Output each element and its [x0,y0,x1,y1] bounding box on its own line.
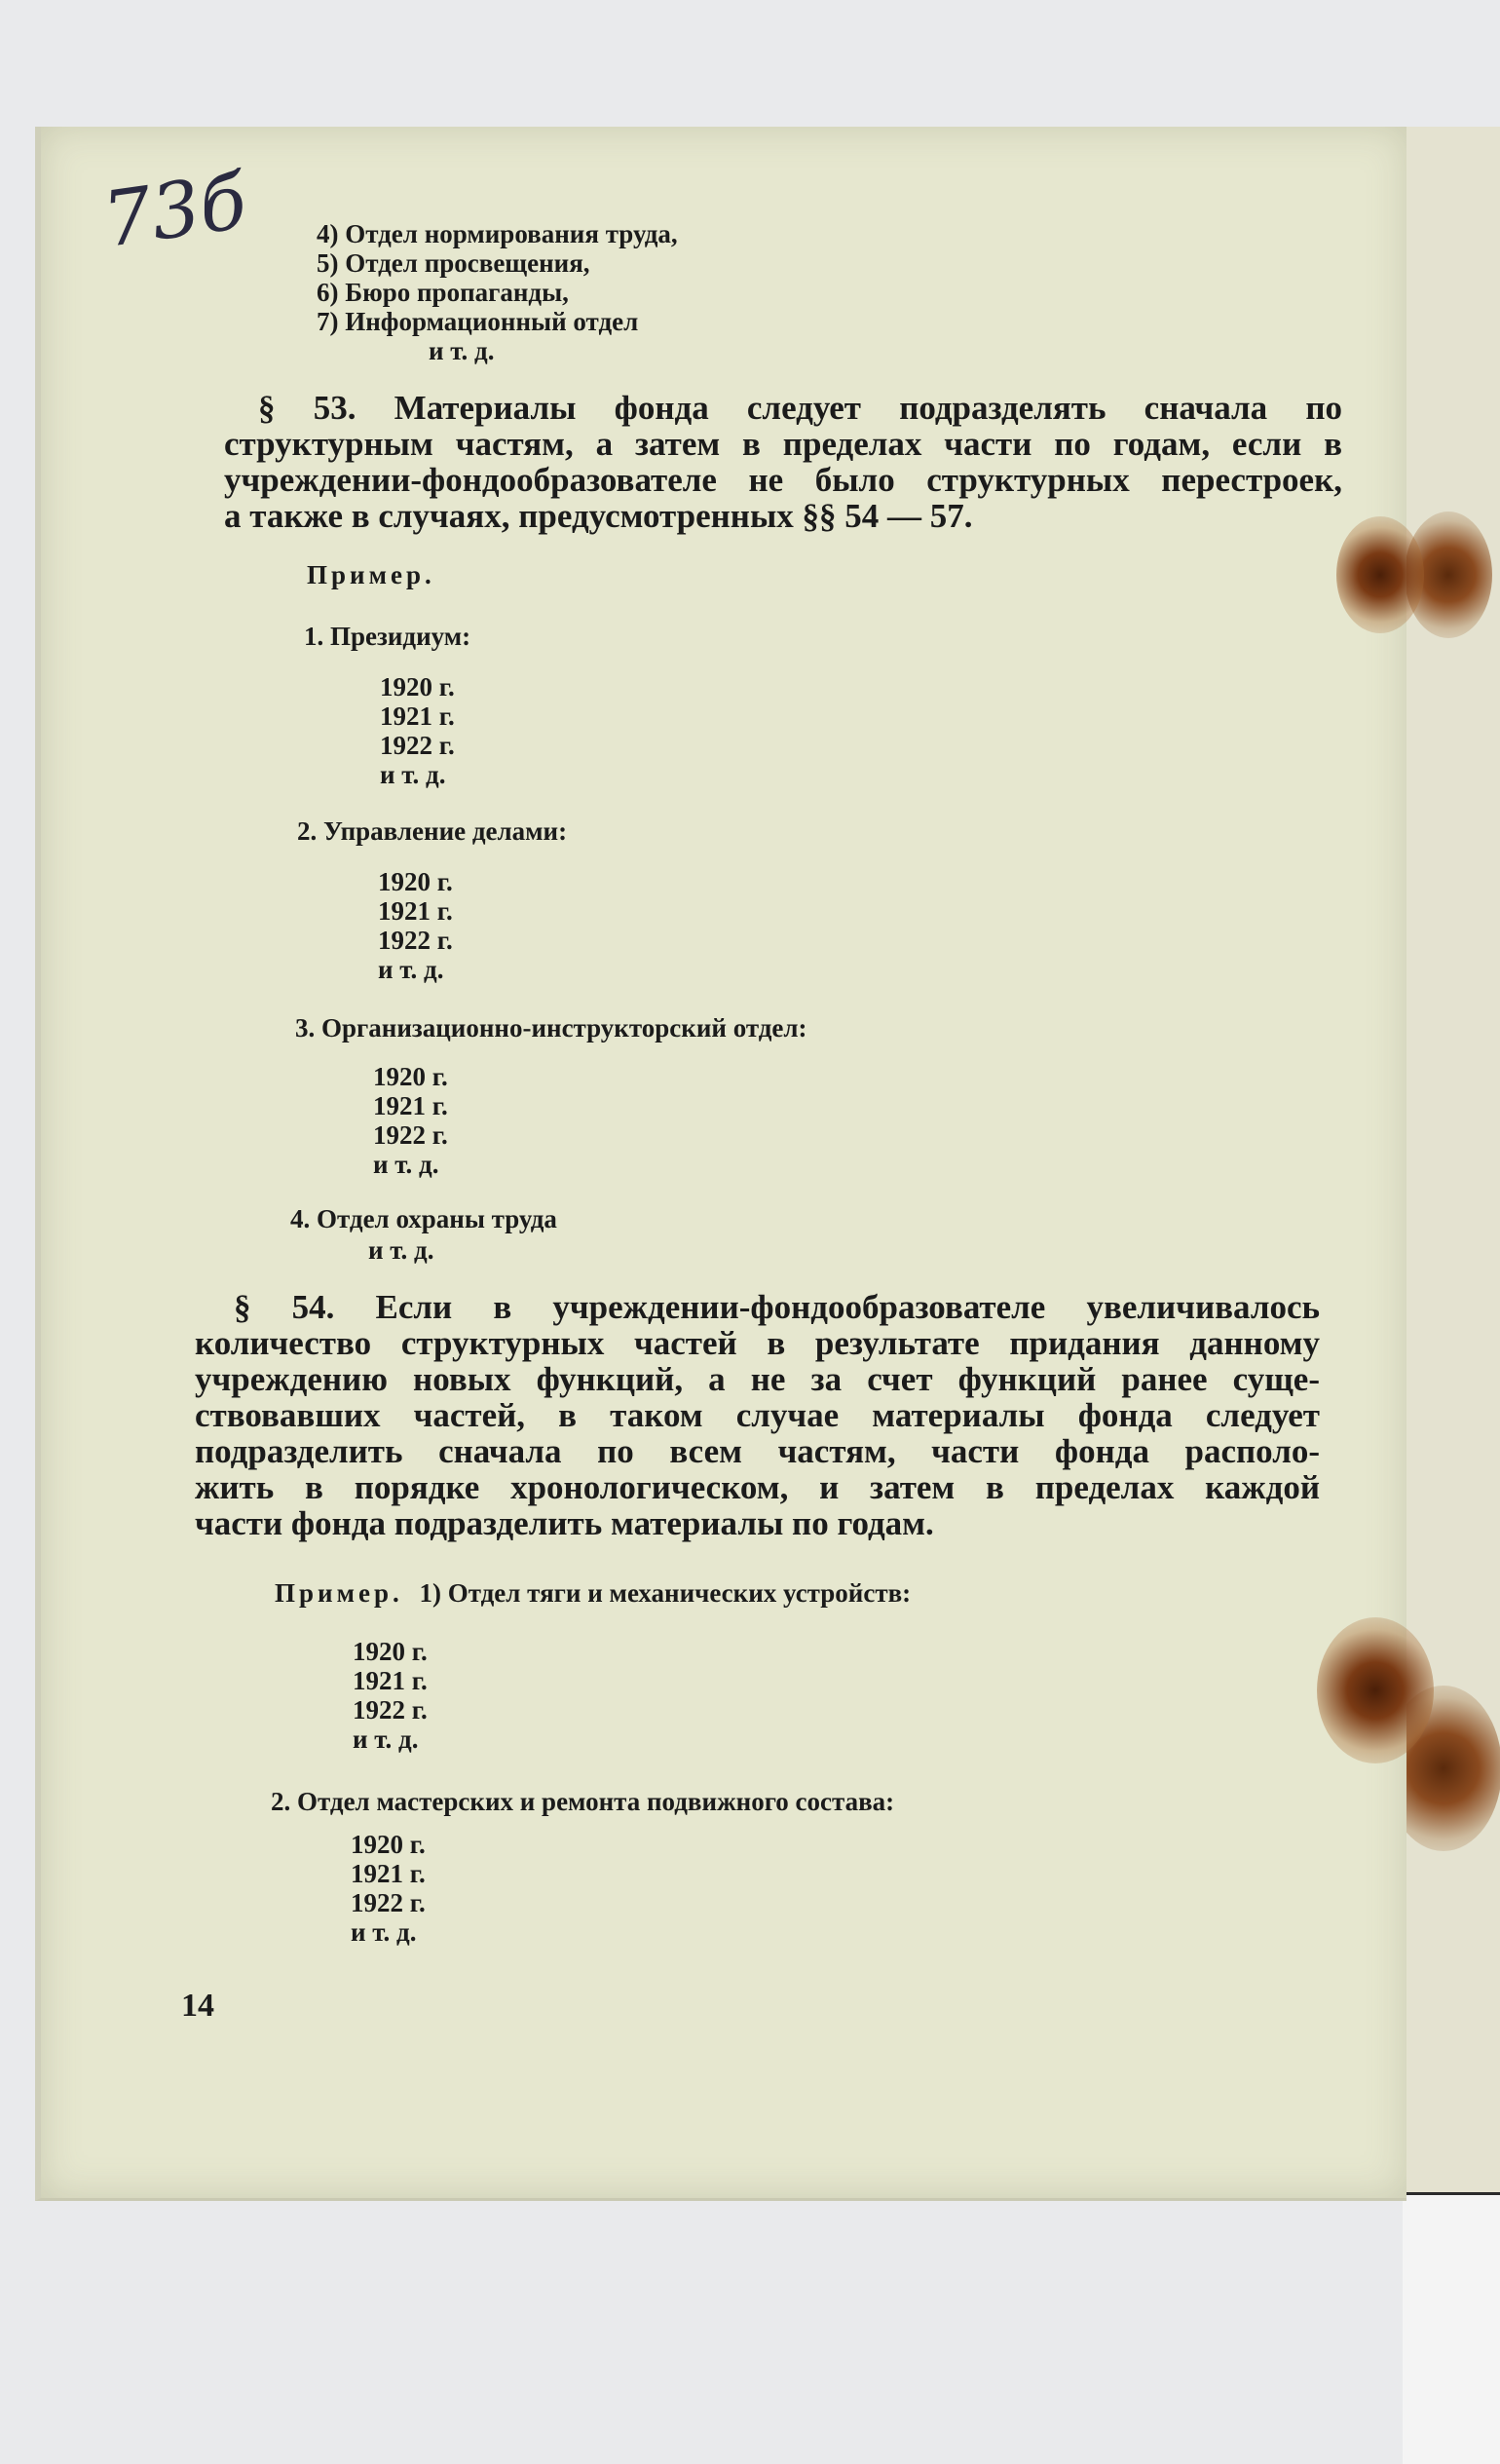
paragraph-line: количество структурных частей в результате придания данному [195,1324,1320,1362]
rust-stain [1317,1617,1434,1763]
paragraph-line: ствовавших частей, в таком случае материалы фонда следует [195,1396,1320,1434]
list-item: 4) Отдел нормирования труда, [317,219,678,248]
year-list [380,672,455,789]
paragraph-line: Материалы фонда следует подразделять сначала по [394,389,1343,427]
paragraph-line: Если в учреждении-фондообразователе увеличивалось [375,1288,1321,1326]
paragraph-line: учреждению новых функций, а не за счет функций ранее суще- [195,1360,1320,1398]
adjacent-page-edge [1403,127,1500,2461]
example-group-title: 2. Отдел мастерских и ремонта подвижного состава: [271,1787,895,1816]
paragraph-line: учреждении-фондообразователе не было структурных перестроек, [224,461,1342,499]
year-list [351,1830,426,1947]
paragraph-53 [224,390,1342,534]
year-list [373,1062,448,1179]
paragraph-line: структурным частям, а затем в пределах части по годам, если в [224,425,1342,463]
example-group-title [275,1578,911,1609]
year-item: 1920 г. [353,1637,428,1666]
year-item: 1922 г. [380,731,455,760]
paragraph-54 [195,1289,1320,1541]
year-item: и т. д. [378,955,444,984]
list-item: и т. д. [429,336,495,365]
year-item: 1921 г. [378,896,453,926]
background-strip [1403,2192,1500,2464]
section-number: § 53. [258,389,356,427]
example-label: Пример. [275,1578,403,1608]
section-number: § 54. [234,1288,335,1326]
top-list [317,219,678,365]
list-item: 7) Информационный отдел [317,307,639,336]
rust-stain [1336,516,1424,633]
year-item: и т. д. [368,1235,434,1265]
year-list [378,867,453,984]
year-item: 1922 г. [353,1695,428,1725]
year-item: 1922 г. [351,1888,426,1917]
year-item: 1920 г. [380,672,455,701]
paragraph-line: части фонда подразделить материалы по годам. [195,1504,934,1542]
list-item: 6) Бюро пропаганды, [317,278,569,307]
year-item: 1921 г. [353,1666,428,1695]
list-item: 5) Отдел просвещения, [317,248,590,278]
example-group-title: 4. Отдел охраны труда [290,1204,557,1233]
year-item: 1921 г. [351,1859,426,1888]
example-group-title-text: 1) Отдел тяги и механических устройств: [419,1578,912,1608]
year-item: 1921 г. [373,1091,448,1120]
paragraph-line: подразделить сначала по всем частям, части фонда располо- [195,1432,1320,1470]
year-item: 1920 г. [351,1830,426,1859]
year-item: и т. д. [380,760,446,789]
example-group-title: 1. Президиум: [304,622,471,651]
year-item: и т. д. [373,1150,439,1179]
year-item: и т. д. [353,1725,419,1754]
example-group-title: 2. Управление делами: [297,816,568,846]
example-label: Пример. [307,560,435,589]
paragraph-line: жить в порядке хронологическом, и затем в пределах каждой [195,1468,1320,1506]
page-number: 14 [181,1988,214,2024]
year-list [353,1637,428,1754]
handwritten-archive-mark: 73б [97,158,252,265]
year-item: 1921 г. [380,701,455,731]
example-group-title: 3. Организационно-инструкторский отдел: [295,1013,807,1042]
year-item: 1922 г. [373,1120,448,1150]
year-item: 1922 г. [378,926,453,955]
year-item: 1920 г. [373,1062,448,1091]
year-list [368,1235,433,1265]
year-item: 1920 г. [378,867,453,896]
year-item: и т. д. [351,1917,417,1947]
paragraph-line: а также в случаях, предусмотренных §§ 54 — 57. [224,497,973,535]
